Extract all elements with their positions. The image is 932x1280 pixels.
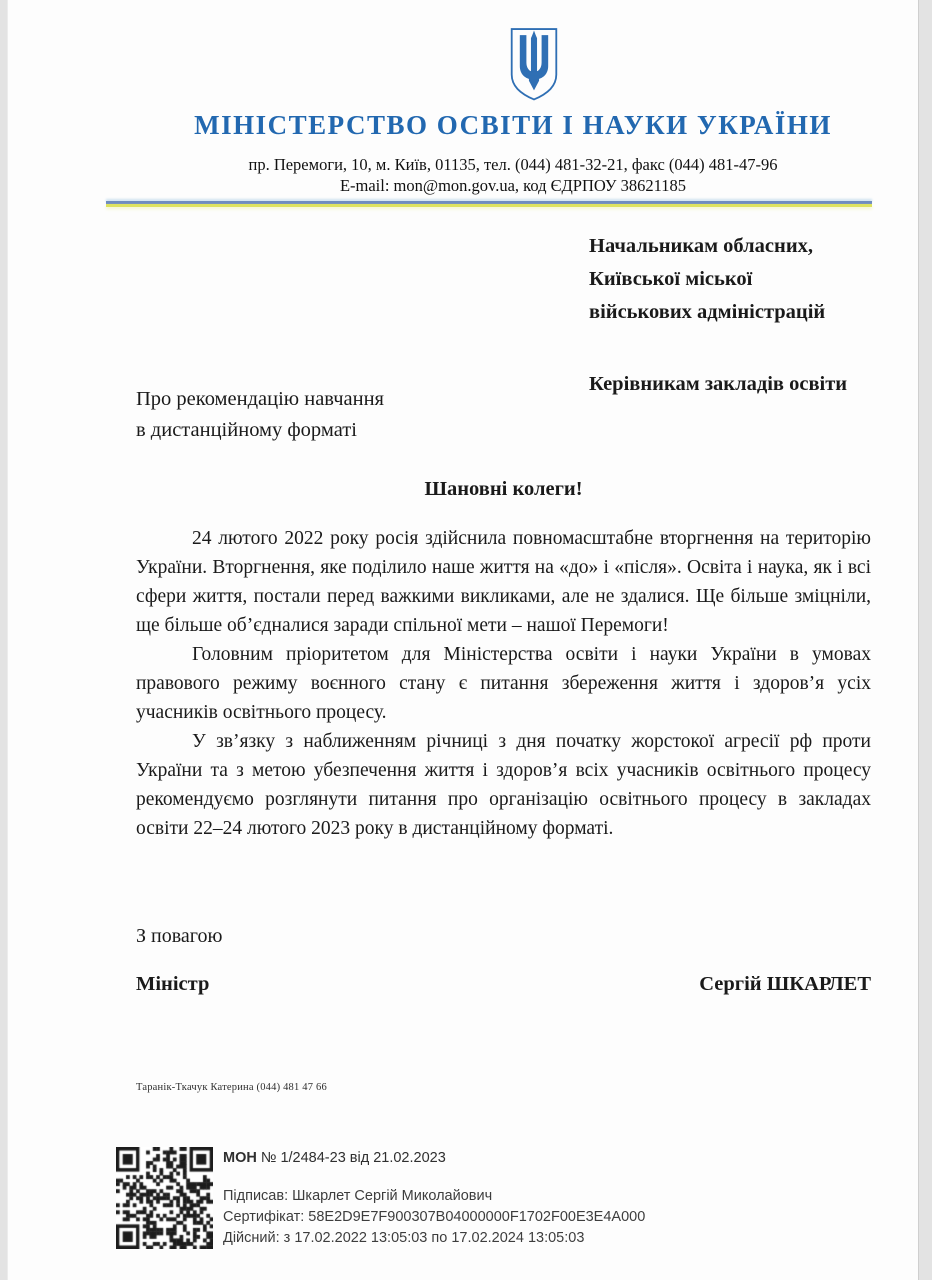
addressee-line: Керівникам закладів освіти bbox=[589, 373, 848, 395]
addressee-block bbox=[589, 230, 847, 401]
salutation: Шановні колеги! bbox=[424, 478, 583, 500]
ministry-title: МІНІСТЕРСТВО ОСВІТИ І НАУКИ УКРАЇНИ bbox=[194, 110, 832, 140]
subject-line: Про рекомендацію навчання bbox=[136, 388, 384, 410]
addressee-line: Начальникам обласних, bbox=[589, 235, 814, 257]
subject-line: в дистанційному форматі bbox=[136, 419, 357, 441]
ukraine-trident-icon bbox=[507, 26, 561, 102]
addressee-line: військових адміністрацій bbox=[589, 301, 826, 323]
signer-position: Міністр bbox=[136, 973, 210, 995]
signer-name: Сергій ШКАРЛЕТ bbox=[699, 973, 871, 995]
subject-block bbox=[136, 384, 384, 446]
regards-line: З повагою bbox=[136, 925, 223, 947]
signature-stamp bbox=[223, 1150, 645, 1249]
document-number-line bbox=[223, 1150, 645, 1166]
qr-code-image bbox=[116, 1147, 213, 1249]
validity-line: Дійсний: з 17.02.2022 13:05:03 по 17.02.2024 13:05:03 bbox=[223, 1230, 585, 1246]
org-abbreviation: МОН bbox=[223, 1150, 257, 1166]
letter-page bbox=[7, 0, 919, 1280]
certificate-line: Сертифікат: 58E2D9E7F900307B04000000F1702F00E3E4A000 bbox=[223, 1209, 646, 1225]
paragraph: 24 лютого 2022 року росія здійснила повномасштабне вторгнення на територію України. Вторгнення, яке поділило наше життя на «до» і «після». Освіта і наука, як і всі сфери життя, постали перед важкими викликами, але не здалися. Ще більше зміцніли, ще більше об’єдналися заради спільної мети – нашої Перемоги! bbox=[136, 528, 871, 636]
ministry-address: пр. Перемоги, 10, м. Київ, 01135, тел. (044) 481-32-21, факс (044) 481-47-96 bbox=[248, 155, 778, 174]
paragraph: Головним пріоритетом для Міністерства освіти і науки України в умовах правового режиму воєнного стану є питання збереження життя і здоров’я усіх учасників освітнього процесу. bbox=[136, 644, 871, 723]
flag-divider bbox=[106, 201, 872, 208]
addressee-line: Київської міської bbox=[589, 268, 753, 290]
letter-body bbox=[136, 524, 871, 843]
signature-details bbox=[223, 1186, 645, 1249]
paragraph: У зв’язку з наближенням річниці з дня початку жорстокої агресії рф проти України та з метою убезпечення життя і здоров’я всіх учасників освітнього процесу рекомендуємо розглянути питання про організацію освітнього процесу в закладах освіти 22–24 лютого 2023 року в дистанційному форматі. bbox=[136, 731, 871, 839]
contact-footnote: Таранік-Ткачук Катерина (044) 481 47 66 bbox=[136, 1082, 327, 1093]
signature-row bbox=[136, 973, 871, 996]
ministry-email-line: E-mail: mon@mon.gov.ua, код ЄДРПОУ 38621185 bbox=[339, 176, 687, 195]
document-number: № 1/2484-23 від 21.02.2023 bbox=[260, 1150, 446, 1166]
signed-by-line: Підписав: Шкарлет Сергій Миколайович bbox=[223, 1188, 493, 1204]
divider-yellow-stripe bbox=[106, 204, 872, 207]
